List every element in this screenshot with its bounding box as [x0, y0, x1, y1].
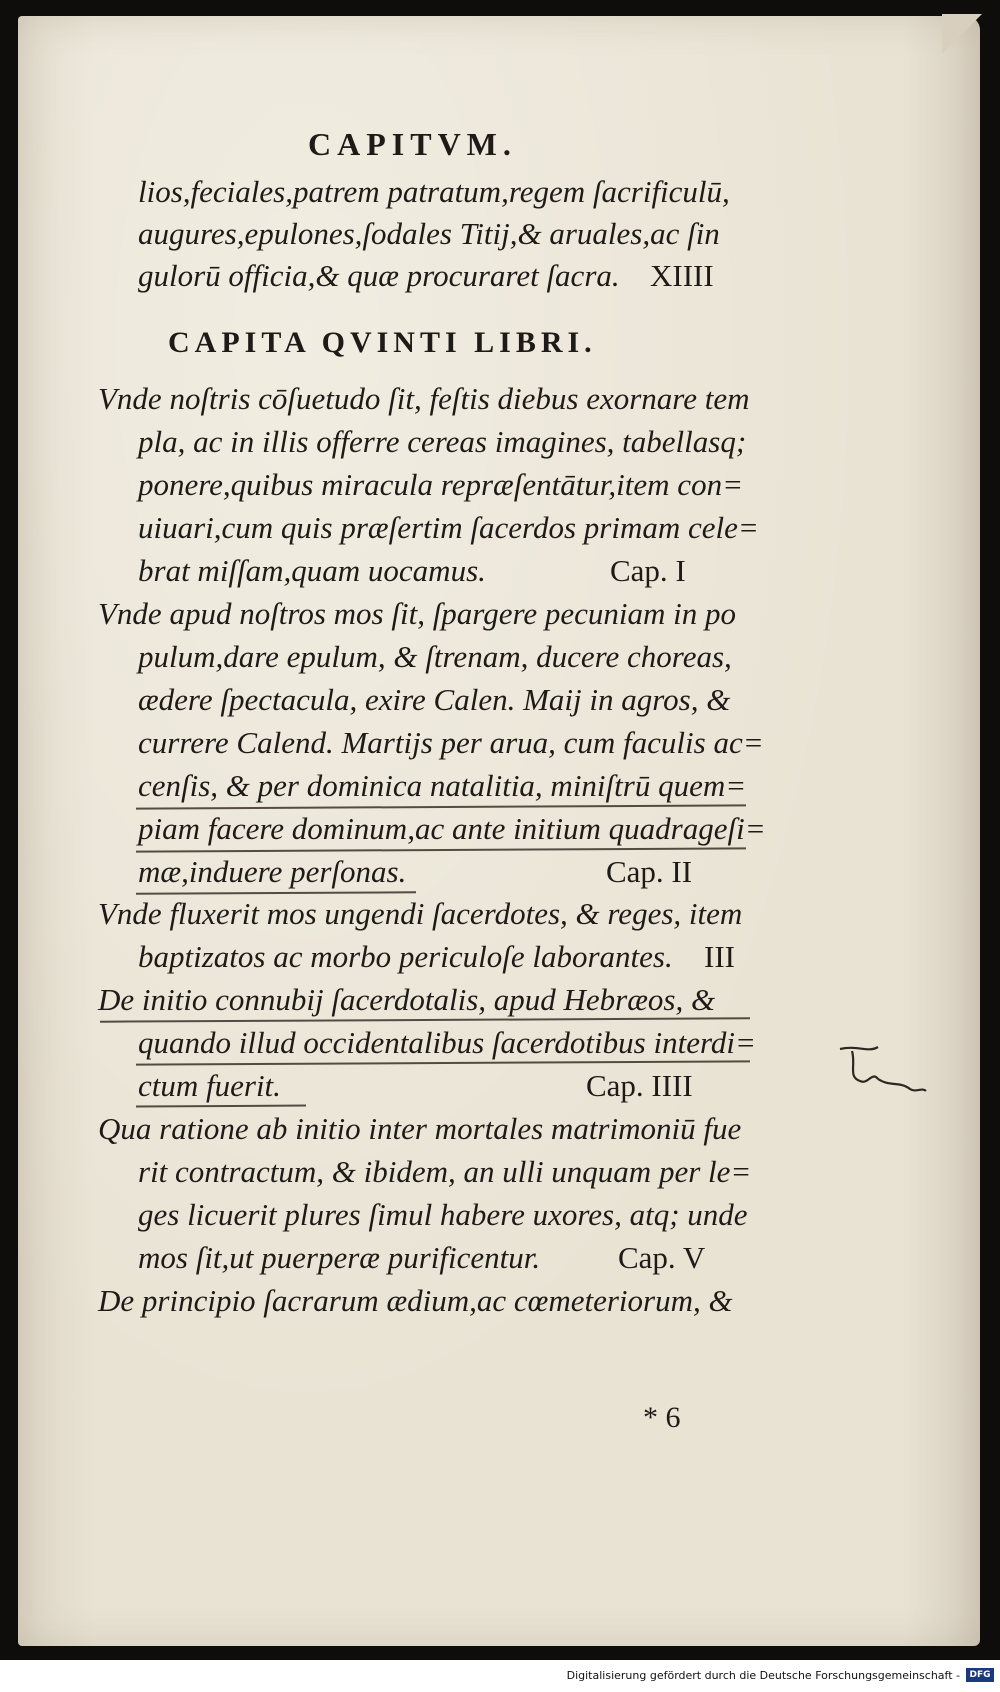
chapter-number: Cap. V [618, 1240, 706, 1275]
chapter-number: III [704, 939, 735, 974]
handwritten-margin-mark [838, 1041, 928, 1101]
running-head: CAPITVM. [308, 126, 517, 162]
underline-mark [136, 804, 746, 809]
underline-mark [100, 1017, 750, 1022]
entry-line: De initio connubij ſacerdotalis, apud Hebræos, & [98, 982, 716, 1017]
dfg-logo: DFG [966, 1668, 994, 1682]
underline-mark [136, 1060, 750, 1065]
entry-line: currere Calend. Martijs per arua, cum faculis ac= [138, 725, 764, 760]
entry-line: pla, ac in illis offerre cereas imagines, tabellasq; [138, 424, 747, 459]
entry-line: ctum fuerit. [138, 1068, 281, 1103]
underline-mark [136, 847, 746, 852]
entry-line: ges licuerit plures ſimul habere uxores, atq; unde [138, 1197, 748, 1232]
entry-line: baptizatos ac morbo periculoſe laborantes. [138, 939, 673, 974]
chapter-number: XIIII [650, 258, 714, 293]
book-page [18, 16, 980, 1646]
entry-line: mæ,induere perſonas. [138, 854, 407, 889]
text-line: augures,epulones,ſodales Titij,& aruales,ac ſin [138, 216, 720, 251]
entry-line: mos ſit,ut puerperæ purificentur. [138, 1240, 541, 1275]
entry-line: De principio ſacrarum ædium,ac cœmeteriorum, & [98, 1283, 733, 1318]
entry-line: cenſis, & per dominica natalitia, miniſtrū quem= [138, 768, 747, 803]
text-line: lios,feciales,patrem patratum,regem ſacrificulū, [138, 174, 730, 209]
chapter-number: Cap. I [610, 553, 686, 588]
chapter-number: Cap. IIII [586, 1068, 693, 1103]
page-text [18, 16, 980, 1646]
entry-line: Qua ratione ab initio inter mortales matrimoniū fue [98, 1111, 742, 1146]
section-heading: CAPITA QVINTI LIBRI. [168, 326, 597, 359]
footer-credit: Digitalisierung gefördert durch die Deutsche Forschungsgemeinschaft - [566, 1669, 960, 1682]
chapter-number: Cap. II [606, 854, 693, 889]
text-line: gulorū officia,& quæ procuraret ſacra. [138, 258, 620, 293]
entry-line: Vnde fluxerit mos ungendi ſacerdotes, & reges, item [98, 896, 743, 931]
entry-line: pulum,dare epulum, & ſtrenam, ducere choreas, [138, 639, 732, 674]
entry-line: quando illud occidentalibus ſacerdotibus interdi= [138, 1025, 756, 1060]
entry-line: rit contractum, & ibidem, an ulli unquam per le= [138, 1154, 752, 1189]
digitization-footer [0, 1660, 1000, 1692]
entry-line: Vnde apud noſtros mos ſit, ſpargere pecuniam in po [98, 596, 737, 631]
entry-line: piam facere dominum,ac ante initium quadrageſi= [138, 811, 766, 846]
underline-mark [136, 1105, 306, 1108]
entry-line: ponere,quibus miracula repræſentātur,item con= [138, 467, 743, 502]
entry-line: ædere ſpectacula, exire Calen. Maij in agros, & [138, 682, 731, 717]
signature-mark: * 6 [643, 1401, 681, 1434]
entry-line: brat miſſam,quam uocamus. [138, 553, 486, 588]
entry-line: uiuari,cum quis præſertim ſacerdos primam cele= [138, 510, 759, 545]
underline-mark [136, 891, 416, 894]
entry-line: Vnde noſtris cōſuetudo ſit, feſtis diebus exornare tem [98, 381, 750, 416]
